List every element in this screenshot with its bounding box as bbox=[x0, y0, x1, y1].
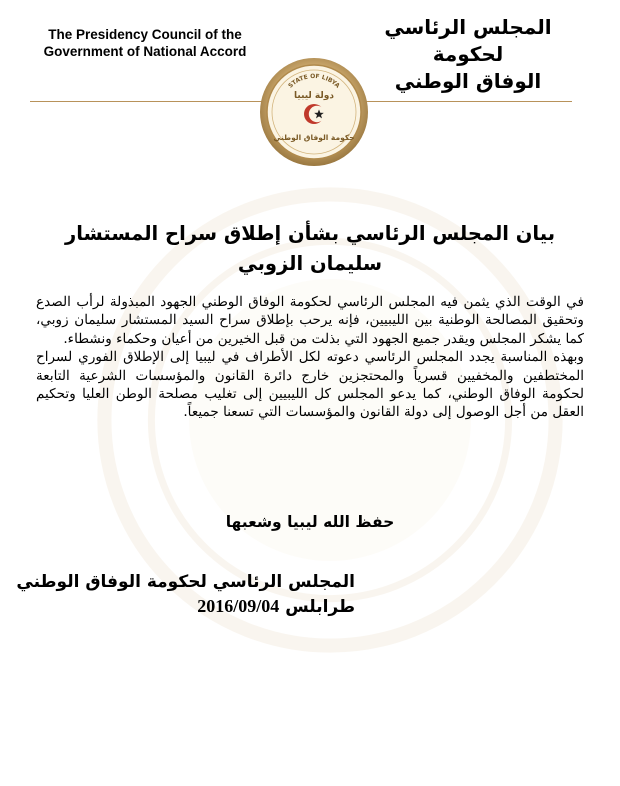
statement-paragraph-1: في الوقت الذي يثمن فيه المجلس الرئاسي لحكومة الوفاق الوطني الجهود المبذولة لرأب الصدع وتحقيق المصالحة الوطنية بين الليبيين، فإنه يرحب بإطلاق سراح السيد المستشار سليمان زوبي، كما يشكر المجلس ويقدر جميع الجهود التي بذلت من قبل الخيرين من أعيان وحكماء ونشطاء. bbox=[36, 294, 584, 347]
signature-date: 2016/09/04 bbox=[197, 596, 280, 616]
signature-place-date bbox=[16, 594, 355, 619]
header-arabic-line1: المجلس الرئاسي لحكومة bbox=[384, 15, 552, 66]
header-divider-right bbox=[362, 101, 572, 102]
signature-city: طرابلس bbox=[285, 597, 355, 617]
closing-line: حفظ الله ليبيا وشعبها bbox=[225, 513, 395, 531]
gna-seal-icon bbox=[258, 54, 370, 174]
seal-arabic-text: دولة ليبيا bbox=[294, 91, 334, 101]
header-english-line2: Government of National Accord bbox=[43, 44, 247, 59]
statement-paragraph-2: وبهذه المناسبة يجدد المجلس الرئاسي دعوته لكل الأطراف في ليبيا إلى الإطلاق الفوري لسراح المختطفين والمخفيين قسرياً والمحتجزين خارج دائرة القانون والمؤسسات الشرعية التابعة لحكومة الوفاق الوطني، كما يدعو المجلس كل الليبيين إلى تغليب مصلحة الوطن العليا وتحكيم العقل من أجل الوصول إلى دولة القانون والمؤسسات التي تسعنا جميعاً. bbox=[36, 349, 584, 421]
header-english bbox=[30, 26, 260, 60]
signature-issuer: المجلس الرئاسي لحكومة الوفاق الوطني bbox=[16, 572, 355, 592]
seal-top-text: STATE OF LIBYA bbox=[287, 72, 341, 90]
seal-bottom-text: حكومة الوفاق الوطني bbox=[273, 133, 355, 142]
statement-body bbox=[36, 293, 584, 422]
signature-block bbox=[16, 570, 355, 619]
statement-title: بيان المجلس الرئاسي بشأن إطلاق سراح المستشار سليمان الزوبي bbox=[64, 222, 556, 275]
header-arabic bbox=[368, 14, 568, 95]
header-divider-left bbox=[30, 101, 262, 102]
header-arabic-line2: الوفاق الوطني bbox=[394, 69, 542, 93]
header-english-line1: The Presidency Council of the bbox=[48, 27, 242, 42]
